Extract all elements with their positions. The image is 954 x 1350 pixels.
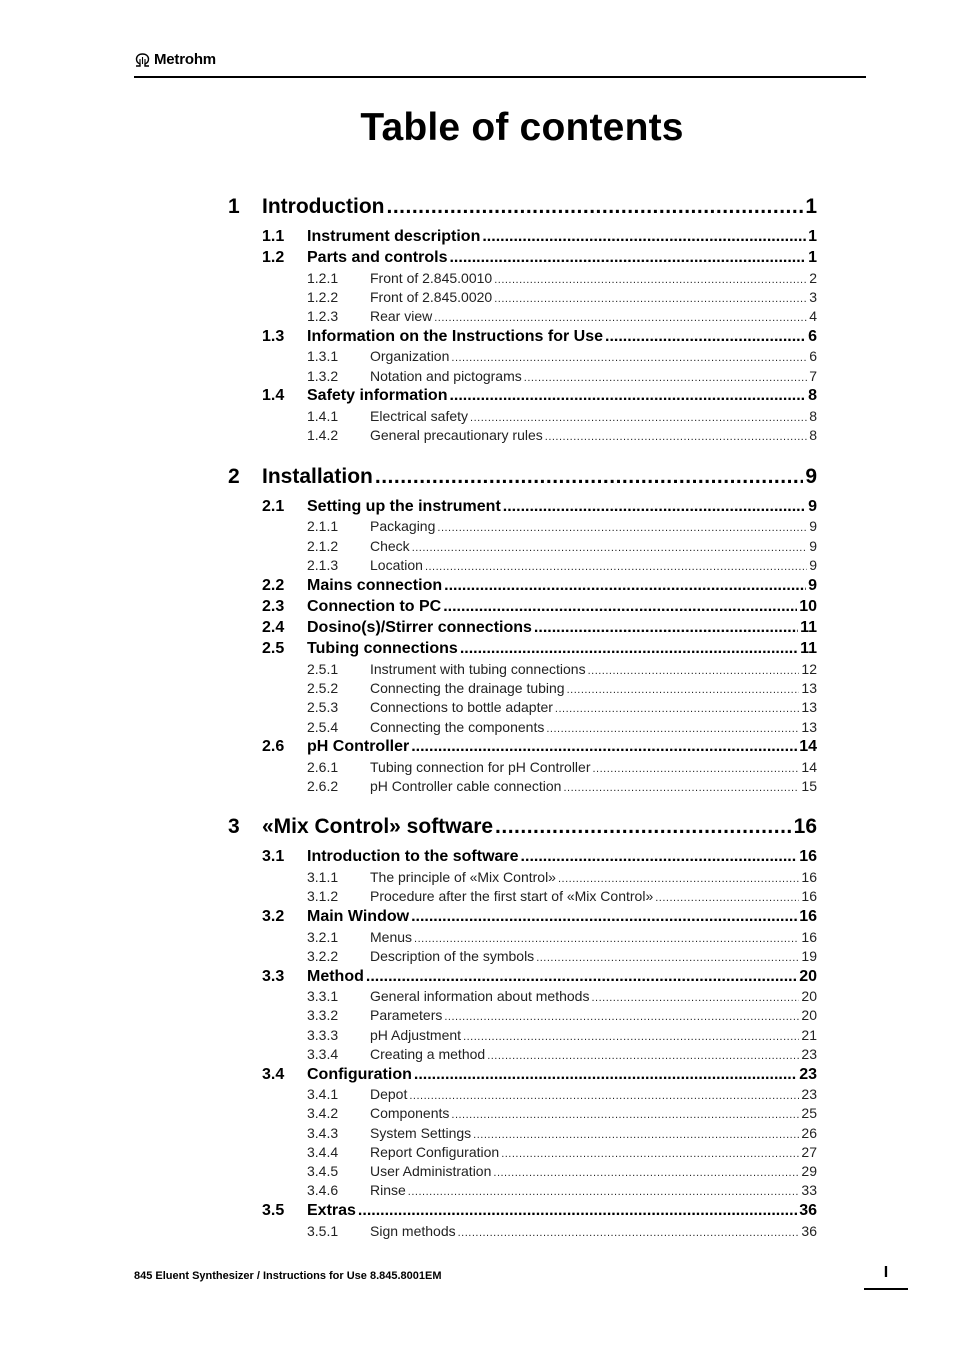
- toc-leader: [411, 737, 797, 757]
- toc-leader: [358, 1201, 797, 1221]
- toc-leader: [546, 720, 799, 736]
- toc-leader: [494, 290, 807, 306]
- toc-leader: [458, 1224, 800, 1240]
- toc-page-number: 15: [801, 778, 817, 794]
- toc-leader: [563, 779, 799, 795]
- toc-number: 3.2: [262, 908, 285, 925]
- toc-page-number: 33: [801, 1182, 817, 1198]
- toc-page-number: 36: [801, 1223, 817, 1239]
- toc-page-number: 11: [800, 619, 817, 636]
- toc-leader: [425, 558, 807, 574]
- toc-number: 3.4.4: [307, 1144, 339, 1160]
- toc-leader: [444, 1008, 799, 1024]
- toc-chapter[interactable]: [228, 194, 817, 220]
- toc-page-number: 1: [805, 195, 817, 218]
- toc-page-number: 25: [801, 1105, 817, 1121]
- toc-subsection[interactable]: [307, 517, 817, 535]
- toc-title: General precautionary rules: [370, 427, 543, 443]
- toc-title: Connection to PC: [307, 598, 442, 615]
- toc-title: Report Configuration: [370, 1144, 500, 1160]
- toc-title: Components: [370, 1105, 450, 1121]
- toc-section[interactable]: [262, 576, 817, 596]
- toc-page-number: 16: [799, 908, 817, 925]
- toc-title: Method: [307, 968, 364, 985]
- toc-title: General information about methods: [370, 988, 590, 1004]
- toc-leader: [487, 1047, 799, 1063]
- toc-page-number: 12: [801, 661, 817, 677]
- toc-number: 3.3.3: [307, 1027, 339, 1043]
- toc-subsection[interactable]: [307, 367, 817, 385]
- toc-page-number: 23: [801, 1086, 817, 1102]
- toc-subsection[interactable]: [307, 1222, 817, 1240]
- toc-page-number: 9: [808, 498, 817, 515]
- toc-title: The principle of «Mix Control»: [370, 869, 556, 885]
- toc-page-number: 20: [801, 1007, 817, 1023]
- toc-number: 2.1: [262, 498, 285, 515]
- toc-number: 2.6.2: [307, 778, 339, 794]
- toc-section[interactable]: [262, 248, 817, 268]
- toc-section[interactable]: [262, 597, 817, 617]
- toc-subsection[interactable]: [307, 269, 817, 287]
- toc-page-number: 27: [801, 1144, 817, 1160]
- toc-number: 2.2: [262, 577, 285, 594]
- toc-page-number: 13: [801, 680, 817, 696]
- toc-page-number: 19: [801, 948, 817, 964]
- toc-leader: [408, 1183, 800, 1199]
- toc-leader: [494, 271, 807, 287]
- toc-number: 2.5.1: [307, 661, 339, 677]
- toc-leader: [437, 519, 807, 535]
- toc-page-number: 16: [801, 888, 817, 904]
- footer-document-info: 845 Eluent Synthesizer / Instructions for Use 8.845.8001EM: [134, 1270, 442, 1282]
- toc-leader: [460, 639, 798, 659]
- toc-leader: [605, 327, 806, 347]
- toc-subsection[interactable]: [307, 288, 817, 306]
- toc-title: Creating a method: [370, 1046, 486, 1062]
- toc-title: pH Controller: [307, 738, 410, 755]
- toc-subsection[interactable]: [307, 537, 817, 555]
- toc-subsection[interactable]: [307, 1085, 817, 1103]
- toc-title: Organization: [370, 348, 450, 364]
- toc-subsection[interactable]: [307, 1181, 817, 1199]
- toc-subsection[interactable]: [307, 987, 817, 1005]
- toc-subsection[interactable]: [307, 758, 817, 776]
- toc-page-number: 9: [805, 465, 817, 488]
- toc-number: 2.1.1: [307, 518, 339, 534]
- toc-page-number: 9: [809, 538, 817, 554]
- toc-page-number: 13: [801, 699, 817, 715]
- toc-number: 3.1: [262, 848, 285, 865]
- toc-subsection[interactable]: [307, 1026, 817, 1044]
- toc-title: Tubing connection for pH Controller: [370, 759, 591, 775]
- toc-subsection[interactable]: [307, 777, 817, 795]
- toc-title: Rear view: [370, 308, 433, 324]
- toc-section[interactable]: [262, 327, 817, 347]
- toc-title: Description of the symbols: [370, 948, 535, 964]
- toc-page-number: 1: [808, 228, 817, 245]
- toc-section[interactable]: [262, 737, 817, 757]
- toc-page-number: 26: [801, 1125, 817, 1141]
- toc-title: Connecting the components: [370, 719, 545, 735]
- toc-leader: [501, 1145, 799, 1161]
- toc-number: 2.5.2: [307, 680, 339, 696]
- toc-section[interactable]: [262, 618, 817, 638]
- toc-leader: [444, 576, 806, 596]
- toc-leader: [495, 814, 792, 840]
- toc-page-number: 3: [809, 289, 817, 305]
- toc-leader: [434, 309, 807, 325]
- toc-title: Dosino(s)/Stirrer connections: [307, 619, 532, 636]
- toc-title: Check: [370, 538, 410, 554]
- toc-section[interactable]: [262, 907, 817, 927]
- toc-subsection[interactable]: [307, 947, 817, 965]
- toc-leader: [449, 248, 806, 268]
- toc-leader: [503, 497, 806, 517]
- toc-leader: [451, 1106, 799, 1122]
- toc-number: 1.1: [262, 228, 285, 245]
- toc-number: 3.4: [262, 1066, 285, 1083]
- toc-leader: [375, 464, 803, 490]
- toc-leader: [521, 847, 798, 867]
- toc-number: 3.5: [262, 1202, 285, 1219]
- toc-number: 3.3.4: [307, 1046, 339, 1062]
- toc-number: 3.5.1: [307, 1223, 339, 1239]
- toc-number: 3.1.2: [307, 888, 339, 904]
- toc-page-number: 2: [809, 270, 817, 286]
- toc-page-number: 7: [809, 368, 817, 384]
- toc-subsection[interactable]: [307, 698, 817, 716]
- toc-section[interactable]: [262, 227, 817, 247]
- toc-page-number: 9: [808, 577, 817, 594]
- toc-number: 3.4.3: [307, 1125, 339, 1141]
- toc-leader: [493, 1164, 799, 1180]
- toc-number: 3.3: [262, 968, 285, 985]
- toc-leader: [409, 1087, 799, 1103]
- toc-leader: [482, 227, 806, 247]
- toc-title: Installation: [262, 465, 373, 488]
- toc-page-number: 1: [808, 249, 817, 266]
- toc-title: Introduction: [262, 195, 385, 218]
- toc-leader: [591, 989, 799, 1005]
- toc-leader: [593, 760, 800, 776]
- toc-number: 1.3: [262, 328, 285, 345]
- toc-number: 2.5.3: [307, 699, 339, 715]
- toc-leader: [545, 428, 807, 444]
- toc-page-number: 11: [800, 640, 817, 657]
- toc-title: Extras: [307, 1202, 356, 1219]
- toc-page-number: 8: [809, 427, 817, 443]
- toc-page-number: 14: [799, 738, 817, 755]
- toc-subsection[interactable]: [307, 556, 817, 574]
- toc-page-number: 16: [793, 815, 817, 838]
- toc-number: 2: [228, 465, 240, 488]
- toc-title: Introduction to the software: [307, 848, 519, 865]
- toc-number: 1.2.1: [307, 270, 339, 286]
- toc-number: 3.4.1: [307, 1086, 339, 1102]
- toc-title: Parts and controls: [307, 249, 448, 266]
- toc-subsection[interactable]: [307, 1006, 817, 1024]
- toc-subsection[interactable]: [307, 1045, 817, 1063]
- toc-number: 3.1.1: [307, 869, 339, 885]
- toc-number: 1.4.2: [307, 427, 339, 443]
- toc-title: Configuration: [307, 1066, 412, 1083]
- toc-title: Mains connection: [307, 577, 443, 594]
- toc-subsection[interactable]: [307, 928, 817, 946]
- toc-number: 1.4.1: [307, 408, 339, 424]
- toc-title: Tubing connections: [307, 640, 458, 657]
- toc-section[interactable]: [262, 497, 817, 517]
- toc-number: 2.4: [262, 619, 285, 636]
- toc-title: System Settings: [370, 1125, 472, 1141]
- toc-page-number: 20: [801, 988, 817, 1004]
- toc-page-number: 6: [809, 348, 817, 364]
- toc-section[interactable]: [262, 847, 817, 867]
- toc-subsection[interactable]: [307, 1104, 817, 1122]
- toc-subsection[interactable]: [307, 1162, 817, 1180]
- toc-leader: [414, 930, 799, 946]
- toc-title: Main Window: [307, 908, 410, 925]
- toc-section[interactable]: [262, 639, 817, 659]
- toc-chapter[interactable]: [228, 464, 817, 490]
- toc-title: Instrument with tubing connections: [370, 661, 586, 677]
- toc-subsection[interactable]: [307, 1143, 817, 1161]
- toc-title: Safety information: [307, 387, 448, 404]
- toc-page-number: 23: [801, 1046, 817, 1062]
- toc-subsection[interactable]: [307, 1124, 817, 1142]
- toc-page-number: 9: [809, 518, 817, 534]
- toc-title: Front of 2.845.0020: [370, 289, 493, 305]
- toc-page-number: 13: [801, 719, 817, 735]
- toc-leader: [451, 349, 807, 365]
- toc-page-number: 16: [799, 848, 817, 865]
- toc-number: 2.6.1: [307, 759, 339, 775]
- toc-number: 1.4: [262, 387, 285, 404]
- toc-number: 1.3.2: [307, 368, 339, 384]
- toc-number: 1.3.1: [307, 348, 339, 364]
- toc-number: 3.4.6: [307, 1182, 339, 1198]
- toc-leader: [411, 907, 797, 927]
- toc-title: Front of 2.845.0010: [370, 270, 493, 286]
- toc-page-number: 21: [801, 1027, 817, 1043]
- toc-leader: [555, 700, 800, 716]
- toc-number: 1: [228, 195, 240, 218]
- toc-leader: [558, 870, 799, 886]
- toc-title: Electrical safety: [370, 408, 469, 424]
- toc-title: Sign methods: [370, 1223, 456, 1239]
- toc-page-number: 8: [808, 387, 817, 404]
- toc-number: 3.2.1: [307, 929, 339, 945]
- toc-title: Instrument description: [307, 228, 481, 245]
- footer-page-number: I: [883, 1264, 889, 1281]
- toc-leader: [463, 1028, 799, 1044]
- toc-title: Notation and pictograms: [370, 368, 522, 384]
- toc-leader: [470, 409, 807, 425]
- toc-subsection[interactable]: [307, 407, 817, 425]
- toc-title: Parameters: [370, 1007, 443, 1023]
- toc-number: 1.2.2: [307, 289, 339, 305]
- toc-subsection[interactable]: [307, 660, 817, 678]
- toc-number: 1.2: [262, 249, 285, 266]
- toc-section[interactable]: [262, 1201, 817, 1221]
- toc-title: Connecting the drainage tubing: [370, 680, 565, 696]
- toc-number: 3: [228, 815, 240, 838]
- toc-number: 2.1.3: [307, 557, 339, 573]
- toc-section[interactable]: [262, 1065, 817, 1085]
- toc-page-number: 29: [801, 1163, 817, 1179]
- toc-number: 2.5: [262, 640, 285, 657]
- toc-title: pH Controller cable connection: [370, 778, 562, 794]
- toc-section[interactable]: [262, 967, 817, 987]
- toc-leader: [449, 386, 806, 406]
- toc-title: Rinse: [370, 1182, 406, 1198]
- toc-title: Location: [370, 557, 423, 573]
- toc-title: Menus: [370, 929, 413, 945]
- toc-page-number: 8: [809, 408, 817, 424]
- toc-leader: [524, 369, 807, 385]
- toc-number: 3.2.2: [307, 948, 339, 964]
- toc-leader: [567, 681, 800, 697]
- toc-page-number: 36: [799, 1202, 817, 1219]
- toc-number: 3.3.1: [307, 988, 339, 1004]
- toc-number: 1.2.3: [307, 308, 339, 324]
- toc-leader: [443, 597, 797, 617]
- toc-subsection[interactable]: [307, 426, 817, 444]
- toc-subsection[interactable]: [307, 679, 817, 697]
- toc-leader: [386, 194, 803, 220]
- toc-page-number: 20: [799, 968, 817, 985]
- footer-rule: [864, 1288, 908, 1290]
- toc-page-number: 9: [809, 557, 817, 573]
- brand-name: Metrohm: [154, 51, 216, 68]
- toc-title: Setting up the instrument: [307, 498, 501, 515]
- toc-number: 2.6: [262, 738, 285, 755]
- toc-number: 3.4.5: [307, 1163, 339, 1179]
- toc-number: 3.3.2: [307, 1007, 339, 1023]
- toc-page-number: 16: [801, 929, 817, 945]
- toc-leader: [473, 1126, 799, 1142]
- toc-subsection[interactable]: [307, 868, 817, 886]
- toc-leader: [412, 539, 808, 555]
- toc-title: Packaging: [370, 518, 436, 534]
- toc-leader: [414, 1065, 797, 1085]
- toc-page-number: 16: [801, 869, 817, 885]
- toc-title: User Administration: [370, 1163, 492, 1179]
- toc-section[interactable]: [262, 386, 817, 406]
- toc-title: Information on the Instructions for Use: [307, 328, 604, 345]
- toc-leader: [534, 618, 798, 638]
- toc-subsection[interactable]: [307, 347, 817, 365]
- page-title: Table of contents: [360, 106, 684, 149]
- toc-title: «Mix Control» software: [262, 815, 494, 838]
- toc-leader: [366, 967, 797, 987]
- toc-title: pH Adjustment: [370, 1027, 462, 1043]
- toc-number: 2.1.2: [307, 538, 339, 554]
- toc-number: 2.3: [262, 598, 285, 615]
- toc-subsection[interactable]: [307, 718, 817, 736]
- toc-page-number: 10: [799, 598, 817, 615]
- toc-page-number: 4: [809, 308, 817, 324]
- toc-title: Depot: [370, 1086, 408, 1102]
- toc-title: Connections to bottle adapter: [370, 699, 553, 715]
- toc-title: Procedure after the first start of «Mix Control»: [370, 888, 654, 904]
- toc-leader: [536, 949, 799, 965]
- toc-page-number: 23: [799, 1066, 817, 1083]
- toc-subsection[interactable]: [307, 887, 817, 905]
- toc-page-number: 6: [808, 328, 817, 345]
- toc-leader: [588, 662, 800, 678]
- toc-leader: [655, 889, 799, 905]
- toc-chapter[interactable]: [228, 814, 817, 840]
- toc-number: 3.4.2: [307, 1105, 339, 1121]
- toc-number: 2.5.4: [307, 719, 339, 735]
- toc-subsection[interactable]: [307, 307, 817, 325]
- toc-page-number: 14: [801, 759, 817, 775]
